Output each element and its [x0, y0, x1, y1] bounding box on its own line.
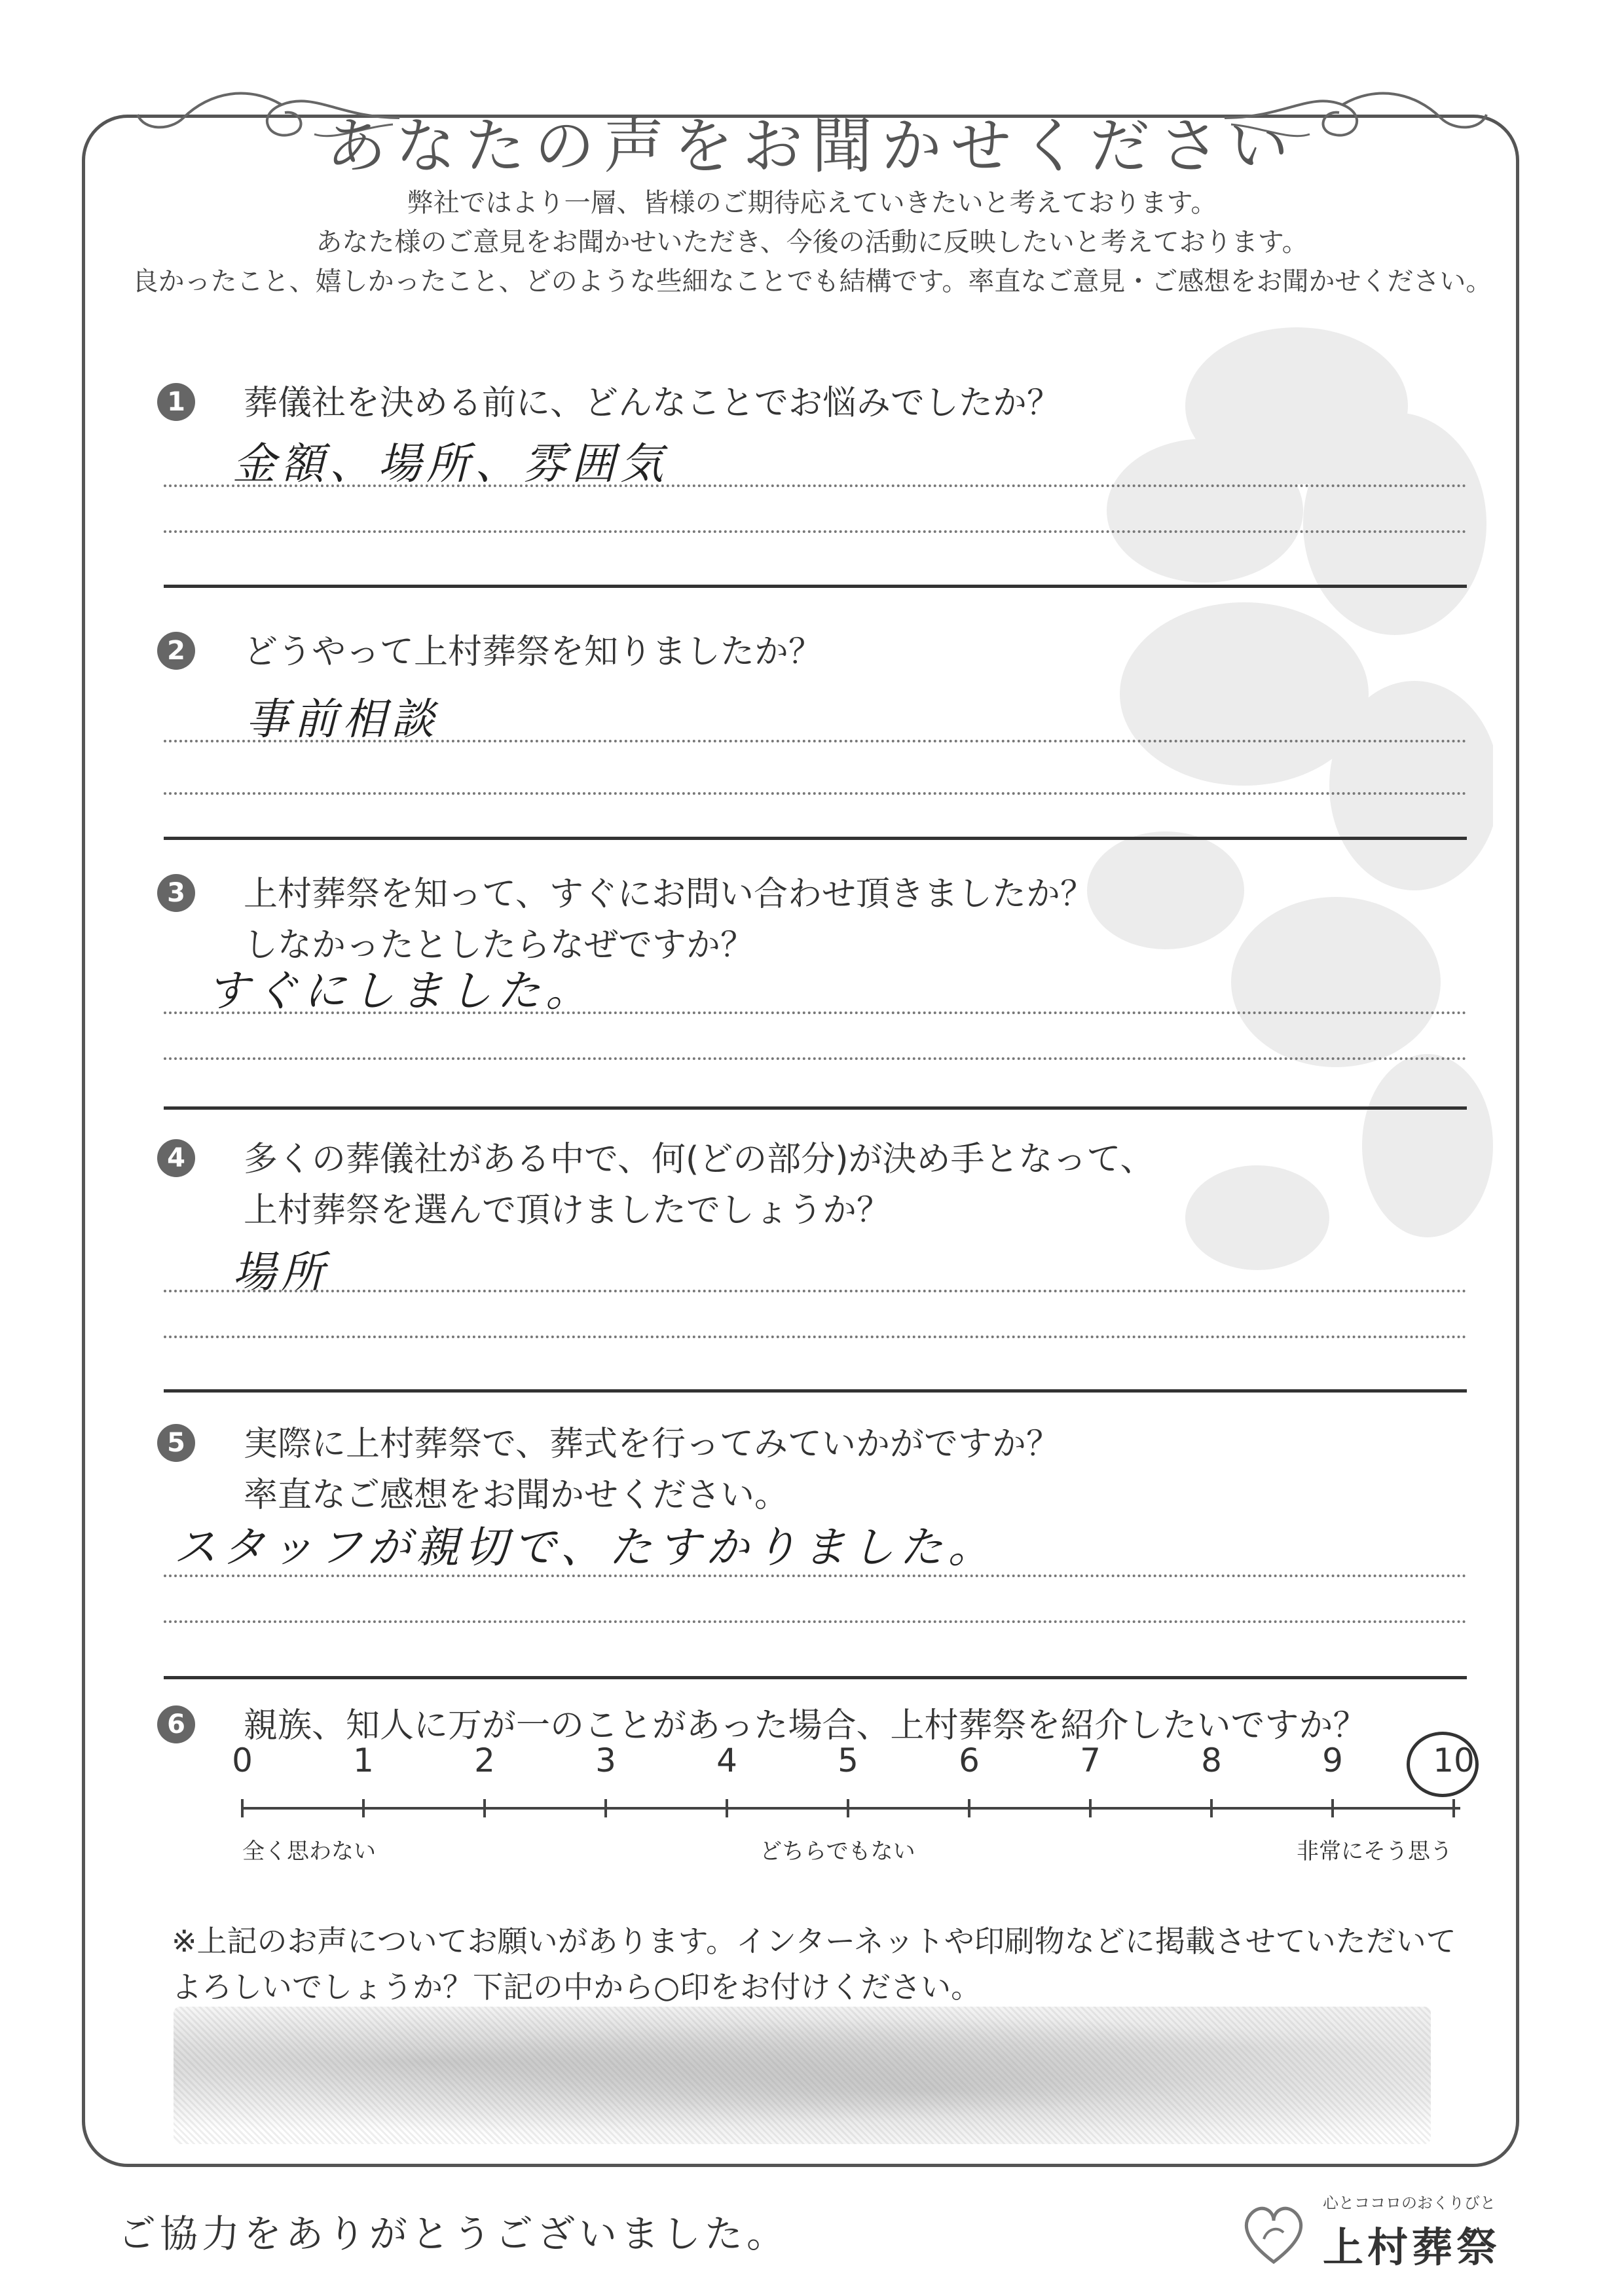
answer-line: [164, 1575, 1467, 1577]
question-text: 親族、知人に万が一のことがあった場合、上村葬祭を紹介したいですか？: [244, 1706, 1367, 1745]
question-text: 葬儀社を決める前に、どんなことでお悩みでしたか？: [244, 384, 1061, 423]
scale-tick: [726, 1799, 728, 1817]
handwritten-answer-4: 場所: [232, 1247, 329, 1298]
section-divider: [164, 585, 1467, 588]
section-divider: [164, 1106, 1467, 1110]
scale-number: 3: [595, 1741, 616, 1779]
scale-tick: [483, 1799, 486, 1817]
scale-number: 2: [474, 1741, 495, 1779]
question-number-badge: 4: [157, 1139, 195, 1177]
scale-number: 10: [1433, 1741, 1475, 1779]
handwritten-answer-3: すぐにしました。: [206, 966, 594, 1016]
company-logo: [1238, 2190, 1552, 2275]
question-text: 上村葬祭を知って、すぐにお問い合わせ頂きましたか？ しなかったとしたらなぜですか？: [244, 875, 1094, 965]
answer-line: [164, 1620, 1467, 1623]
intro-line: 良かったこと、嬉しかったこと、どのような些細なことでも結構です。率直なご意見・ご感想をお聞かせください。: [132, 266, 1492, 297]
rating-scale-axis: [242, 1807, 1460, 1810]
scale-tick: [362, 1799, 365, 1817]
answer-line: [164, 1336, 1467, 1338]
answer-line: [164, 792, 1467, 795]
scale-tick: [241, 1799, 244, 1817]
answer-line: [164, 740, 1467, 742]
handwritten-answer-1: 金額、場所、雰囲気: [232, 439, 669, 489]
scale-number: 9: [1322, 1741, 1343, 1779]
question-number-badge: 6: [157, 1705, 195, 1743]
question-number-badge: 3: [157, 874, 195, 912]
scale-tick: [968, 1799, 970, 1817]
thank-you-message: ご協力をありがとうございました。: [118, 2212, 789, 2256]
intro-text: [0, 183, 1624, 301]
scale-number: 7: [1080, 1741, 1101, 1779]
scale-number: 1: [353, 1741, 374, 1779]
section-divider: [164, 1676, 1467, 1679]
scale-tick: [847, 1799, 849, 1817]
selected-rating-circle: [1407, 1732, 1479, 1797]
question-number-badge: 1: [157, 383, 195, 421]
answer-line: [164, 1290, 1467, 1292]
scale-tick: [1210, 1799, 1213, 1817]
scale-number: 8: [1201, 1741, 1222, 1779]
scale-number: 5: [838, 1741, 858, 1779]
answer-line: [164, 530, 1467, 533]
scale-number: 0: [232, 1741, 253, 1779]
question-text: どうやって上村葬祭を知りましたか？: [244, 632, 823, 672]
question-text: 多くの葬儀社がある中で、何(どの部分)が決め手となって、 上村葬祭を選んで頂けましたでしょうか？: [244, 1140, 1154, 1230]
handwritten-answer-5: スタッフが親切で、たすかりました。: [174, 1522, 997, 1573]
scale-tick: [1089, 1799, 1092, 1817]
logo-tagline: 心とココロのおくりびと: [1323, 2194, 1496, 2212]
scale-number: 6: [959, 1741, 980, 1779]
page-title: あなたの声をお聞かせください: [325, 111, 1298, 181]
scale-number: 4: [716, 1741, 737, 1779]
heart-logo-icon: [1238, 2193, 1310, 2272]
answer-line: [164, 1011, 1467, 1014]
answer-line: [164, 484, 1467, 487]
scale-tick: [1331, 1799, 1334, 1817]
scale-label-low: 全く思わない: [242, 1838, 376, 1865]
section-divider: [164, 837, 1467, 840]
redacted-consent-area: [174, 2007, 1431, 2144]
scale-label-high: 非常にそう思う: [1297, 1838, 1452, 1865]
scale-tick: [604, 1799, 607, 1817]
intro-line: 弊社ではより一層、皆様のご期待応えていきたいと考えております。: [407, 188, 1217, 218]
section-divider: [164, 1389, 1467, 1393]
question-text: 実際に上村葬祭で、葬式を行ってみていかがですか？ 率直なご感想をお聞かせください。: [244, 1425, 1060, 1515]
scale-tick: [1452, 1799, 1455, 1817]
question-number-badge: 5: [157, 1424, 195, 1462]
scale-label-mid: どちらでもない: [760, 1838, 915, 1865]
answer-line: [164, 1057, 1467, 1060]
logo-company-name: 上村葬祭: [1323, 2223, 1502, 2271]
question-number-badge: 2: [157, 632, 195, 670]
publication-consent-note: ※上記のお声についてお願いがあります。インターネットや印刷物などに掲載させていただいて よろしいでしょうか？下記の中から○印をお付けください。: [172, 1923, 1456, 2005]
intro-line: あなた様のご意見をお聞かせいただき、今後の活動に反映したいと考えております。: [316, 227, 1308, 257]
handwritten-answer-2: 事前相談: [246, 694, 439, 744]
